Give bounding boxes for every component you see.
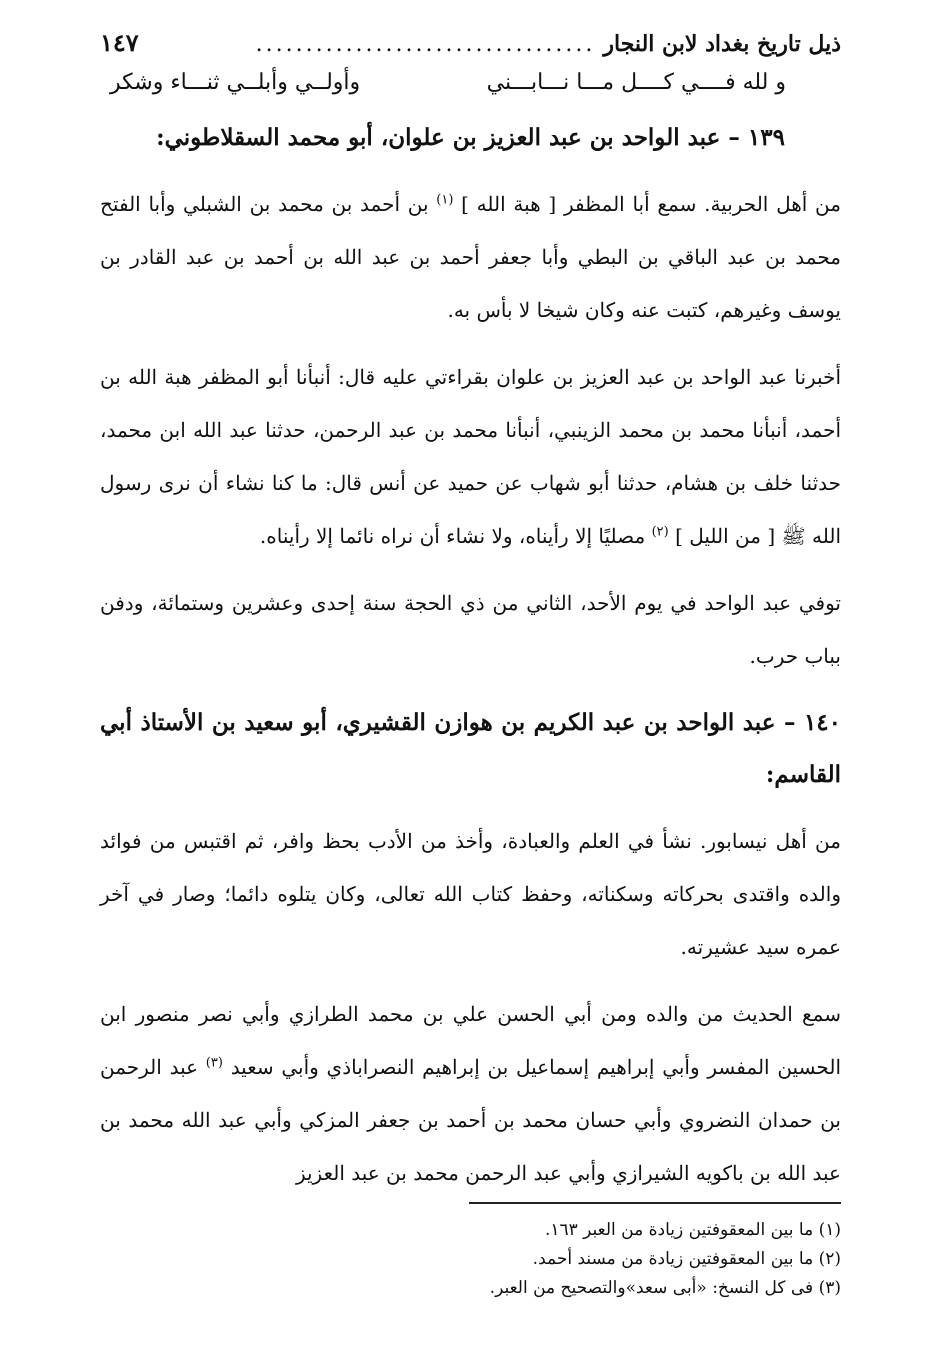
running-header [100,28,841,62]
book-page [100,28,841,1303]
entry-heading: ١٣٩ – عبد الواحد بن عبد العزيز بن علوان، أبو محمد السقلاطوني: [156,124,785,151]
paragraph-text: من أهل الحربية. سمع أبا المظفر [ هبة الله ] [461,192,841,216]
verse-first-hemistich: و لله فــــي كــــل مـــا نـــابـــني [486,70,786,95]
paragraph-text: سمع الحديث من والده ومن أبي الحسن علي بن محمد الطرازي وأبي نصر منصور ابن الحسين المفسر وأبي إبراهيم إسماعيل بن إبراهيم النصراباذي وأبي سعيد [100,1002,841,1079]
entry-paragraph [100,351,841,563]
paragraph-text: أخبرنا عبد الواحد بن عبد العزيز بن علوان بقراءتي عليه قال: أنبأنا أبو المظفر هبة الله بن أحمد، أنبأنا محمد بن محمد الزينبي، أنبأنا محمد بن عبد الرحمن، حدثنا عبد الله ابن محمد، حدثنا خلف بن هشام، حدثنا أبو شهاب عن حميد عن أنس قال: ما كنا نشاء أن نرى رسول الله ﷺ [ من الليل ] [100,365,841,548]
footnotes [100,1216,841,1303]
paragraph-text: عبد الرحمن بن حمدان النضروي وأبي حسان محمد بن أحمد بن جعفر المزكي وأبي عبد الله محمد بن عبد الله بن باكويه الشيرازي وأبي عبد الرحمن محمد بن عبد العزيز [100,1055,841,1185]
entry-140 [100,697,841,1200]
footnote-marker: (٣) [205,1055,223,1071]
poem-verse [100,62,841,104]
footnote-1: (١) ما بين المعقوفتين زيادة من العبر ١٦٣. [544,1220,841,1240]
paragraph-text: بن أحمد بن محمد بن الشبلي وأبا الفتح محمد بن عبد الباقي بن البطي وأبا جعفر أحمد بن عبد الله بن أحمد بن عبد القادر بن يوسف وغيرهم، كتبت عنه وكان شيخا لا بأس به. [100,192,841,322]
dot-leader: .................................. [255,32,596,57]
page-number: ١٤٧ [100,28,139,57]
entry-139 [100,112,841,683]
entry-paragraph: من أهل نيسابور. نشأ في العلم والعبادة، وأخذ من الأدب بحظ وافر، ثم اقتبس من فوائد والده واقتدى بحركاته وسكناته، وحفظ كتاب الله تعالى، وكان يتلوه دائما؛ وصار في آخر عمره سيد عشيرته. [100,829,841,959]
paragraph-text: مصليًا إلا رأيناه، ولا نشاء أن نراه نائما إلا رأيناه. [259,524,646,548]
footnote-2: (٢) ما بين المعقوفتين زيادة من مسند أحمد. [532,1249,841,1269]
running-title: ذيل تاريخ بغداد لابن النجار [603,31,841,57]
verse-second-hemistich: وأولــي وأبلــي ثنـــاء وشكر [110,70,361,95]
entry-heading: ١٤٠ – عبد الواحد بن عبد الكريم بن هوازن القشيري، أبو سعيد بن الأستاذ أبي القاسم: [100,709,841,788]
entry-paragraph: توفي عبد الواحد في يوم الأحد، الثاني من ذي الحجة سنة إحدى وعشرين وستمائة، ودفن بباب حرب. [100,591,841,668]
footnote-marker: (١) [436,192,454,208]
footnote-divider [469,1202,841,1204]
footnote-marker: (٢) [651,524,669,540]
entry-paragraph [100,988,841,1200]
footnote-3: (٣) فى كل النسخ: «أبى سعد»والتصحيح من العبر. [489,1278,841,1298]
entry-paragraph [100,178,841,337]
